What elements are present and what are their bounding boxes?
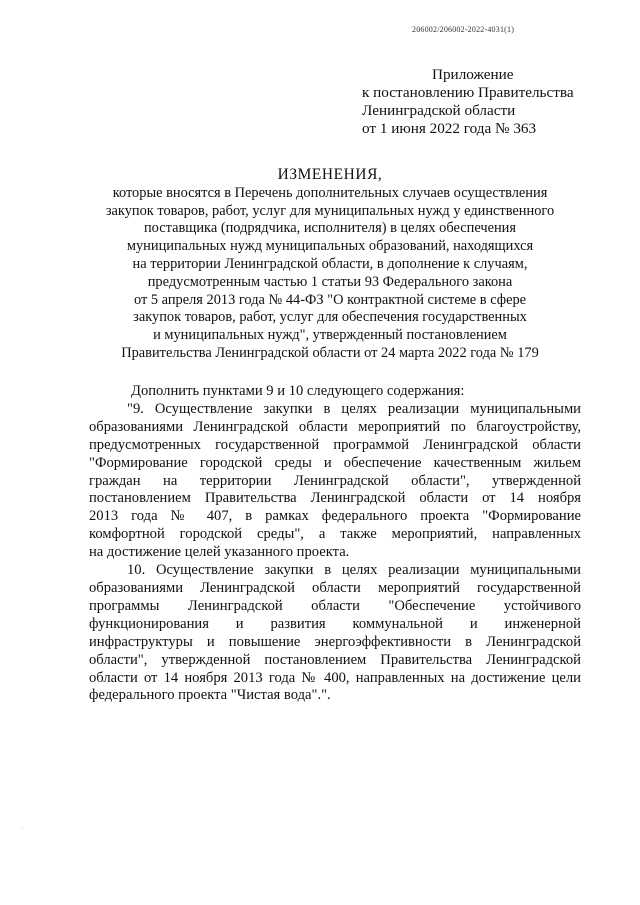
- title-line: закупок товаров, работ, услуг для обеспечения государственных: [133, 309, 527, 326]
- paragraph-line: постановлением Правительства Ленинградской области от 14 ноября: [89, 490, 581, 507]
- paragraph-line: программы Ленинградской области "Обеспечение устойчивого: [89, 597, 581, 614]
- appendix-line: Приложение: [432, 66, 514, 83]
- paragraph-line: 10. Осуществление закупки в целях реализации муниципальными: [127, 562, 581, 579]
- appendix-line: Ленинградской области: [362, 102, 516, 119]
- scan-speck: [22, 828, 23, 829]
- title-line: Правительства Ленинградской области от 24 марта 2022 года № 179: [121, 344, 539, 361]
- title-line: и муниципальных нужд", утвержденный постановлением: [153, 327, 507, 344]
- document-registration-code: 206002/206002-2022-4031(1): [412, 25, 515, 34]
- title-line: на территории Ленинградской области, в дополнение к случаям,: [132, 255, 528, 272]
- paragraph-line: на достижение целей указанного проекта.: [89, 544, 350, 561]
- paragraph-line: инфраструктуры и повышение энергоэффективности в Ленинградской: [89, 633, 581, 650]
- appendix-header: [362, 66, 574, 138]
- title-line: закупок товаров, работ, услуг для муниципальных нужд у единственного: [105, 202, 555, 219]
- paragraph-line: образованиями Ленинградской области мероприятий по благоустройству,: [89, 418, 581, 435]
- paragraph-line: "9. Осуществление закупки в целях реализации муниципальными: [127, 400, 581, 417]
- title-line: предусмотренным частью 1 статьи 93 Федерального закона: [147, 273, 513, 290]
- title-line: муниципальных нужд муниципальных образований, находящихся: [126, 238, 534, 255]
- appendix-line: к постановлению Правительства: [362, 84, 574, 101]
- title-line: которые вносятся в Перечень дополнительных случаев осуществления: [112, 184, 548, 201]
- paragraph-10: [89, 562, 581, 705]
- paragraph-line: "Формирование городской среды и обеспечение качественным жильем: [89, 454, 581, 471]
- appendix-line: от 1 июня 2022 года № 363: [362, 120, 537, 137]
- paragraph-line: области", утвержденной постановлением Правительства Ленинградской: [89, 651, 581, 668]
- paragraph-line: федерального проекта "Чистая вода".".: [89, 687, 331, 704]
- intro-sentence: Дополнить пунктами 9 и 10 следующего содержания:: [131, 383, 465, 399]
- title-heading: ИЗМЕНЕНИЯ,: [277, 166, 383, 183]
- paragraph-line: функционирования и развития коммунальной и инженерной: [89, 615, 581, 632]
- document-body: [89, 383, 581, 705]
- paragraph-line: комфортной городской среды", а также мероприятий, направленных: [89, 526, 581, 543]
- paragraph-line: образованиями Ленинградской области мероприятий государственной: [89, 579, 581, 596]
- document-title: [80, 166, 580, 363]
- paragraph-line: 2013 года № 407, в рамках федерального проекта "Формирование: [89, 508, 581, 525]
- paragraph-line: предусмотренных государственной программой Ленинградской области: [89, 436, 581, 453]
- paragraph-9: [89, 401, 581, 562]
- title-line: от 5 апреля 2013 года № 44-ФЗ "О контрактной системе в сфере: [133, 291, 527, 308]
- paragraph-line: области от 14 ноября 2013 года № 400, направленных на достижение цели: [89, 669, 581, 686]
- paragraph-line: граждан на территории Ленинградской области", утвержденной: [89, 472, 581, 489]
- title-line: поставщика (подрядчика, исполнителя) в целях обеспечения: [143, 220, 516, 237]
